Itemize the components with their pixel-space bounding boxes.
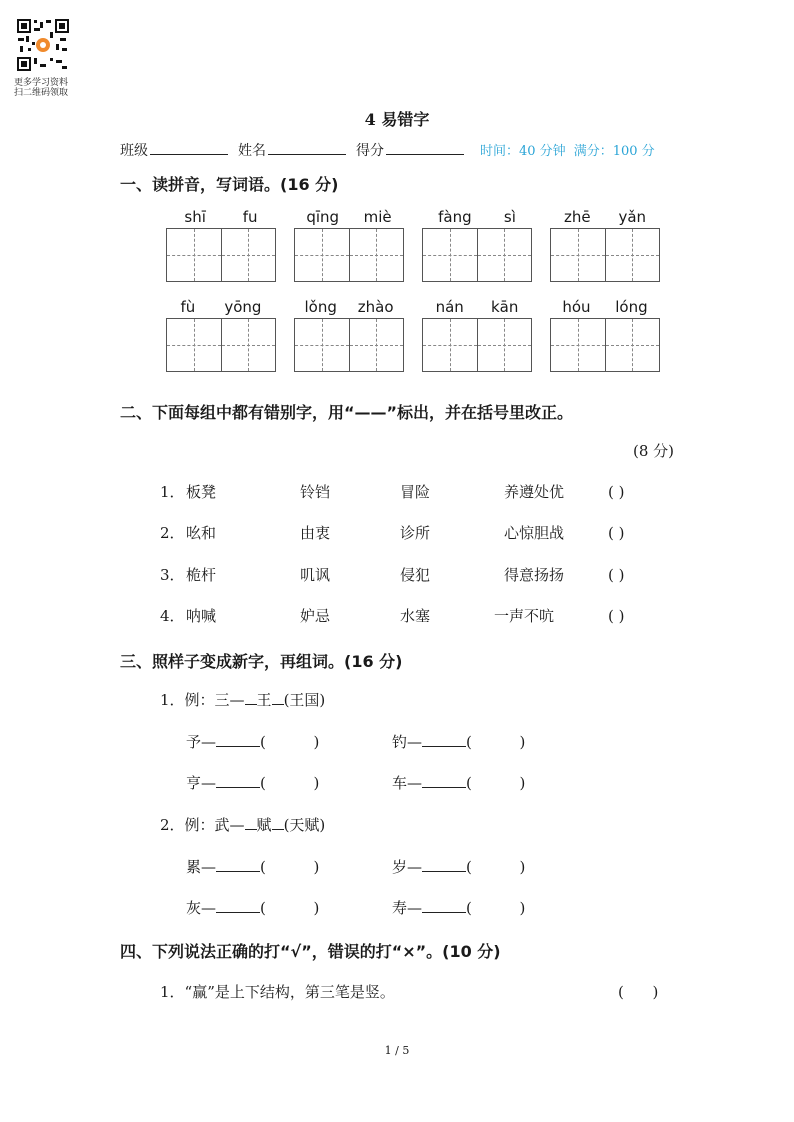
example-answer: 赋 xyxy=(256,816,272,834)
fill-item xyxy=(392,771,525,795)
word: 桅杆 xyxy=(186,566,217,584)
word: 板凳 xyxy=(186,483,217,501)
pinyin-label: shī xyxy=(184,208,206,226)
pinyin-label: sì xyxy=(503,208,516,226)
writing-grid[interactable] xyxy=(166,318,276,372)
answer-parentheses[interactable]: ( ) xyxy=(466,733,526,751)
pinyin-label: fàng xyxy=(438,208,472,226)
qr-code xyxy=(16,18,70,72)
writing-grid[interactable] xyxy=(294,228,404,282)
item-char: 寿— xyxy=(392,899,423,917)
qr-caption-line-1: 更多学习资料 xyxy=(14,78,69,88)
pinyin-label: zhào xyxy=(357,298,394,316)
item-char: 累— xyxy=(186,858,217,876)
time-limit: 时间：40 分钟 xyxy=(480,144,566,159)
underline xyxy=(245,813,257,830)
answer-blank[interactable] xyxy=(216,771,260,788)
score-blank[interactable] xyxy=(386,140,464,155)
item-char: 钓— xyxy=(392,733,423,751)
word: 诊所 xyxy=(400,524,431,542)
writing-grid[interactable] xyxy=(550,318,660,372)
student-info-line xyxy=(120,140,655,160)
answer-blank[interactable] xyxy=(422,771,466,788)
pinyin-group xyxy=(166,206,276,282)
fill-item xyxy=(186,730,319,754)
fill-item xyxy=(392,896,525,920)
fill-item xyxy=(392,730,525,754)
section-3-heading: 三、照样子变成新字，再组词。(16 分) xyxy=(120,652,403,671)
writing-grid[interactable] xyxy=(550,228,660,282)
example-tail: (天赋) xyxy=(283,816,326,834)
qr-caption-line-2: 扫二维码领取 xyxy=(14,88,69,98)
answer-parentheses[interactable]: ( ) xyxy=(260,733,320,751)
word: 叽讽 xyxy=(300,566,331,584)
answer-parentheses[interactable]: ( ) xyxy=(466,899,526,917)
page-number: 1 / 5 xyxy=(384,1044,410,1057)
example-prefix: 1．例：三— xyxy=(160,691,245,709)
statement-1: 1．“赢”是上下结构，第三笔是竖。 xyxy=(160,983,395,1001)
row-number: 1． xyxy=(160,483,185,501)
fill-item xyxy=(186,855,319,879)
page-title: 4 易错字 xyxy=(364,110,430,129)
class-blank[interactable] xyxy=(150,140,228,155)
class-label: 班级 xyxy=(120,143,148,159)
answer-parentheses[interactable]: ( ) xyxy=(466,858,526,876)
pinyin-label: zhē xyxy=(563,208,591,226)
example-1 xyxy=(160,688,325,712)
full-score: 满分：100 分 xyxy=(573,144,655,159)
pinyin-label: qīng xyxy=(306,208,340,226)
item-char: 予— xyxy=(186,733,217,751)
answer-parentheses[interactable]: ( ) xyxy=(260,858,320,876)
pinyin-group xyxy=(422,296,532,372)
word: 冒险 xyxy=(400,483,431,501)
answer-parentheses[interactable]: ( ) xyxy=(608,607,625,625)
item-char: 亨— xyxy=(186,774,217,792)
pinyin-label: hóu xyxy=(562,298,591,316)
item-char: 灰— xyxy=(186,899,217,917)
example-2 xyxy=(160,813,325,837)
section-2-heading: 二、下面每组中都有错别字，用“——”标出，并在括号里改正。 xyxy=(120,403,574,422)
underline xyxy=(245,688,257,705)
word: 侵犯 xyxy=(400,566,431,584)
writing-grid[interactable] xyxy=(422,228,532,282)
item-char: 车— xyxy=(392,774,423,792)
pinyin-label: yōng xyxy=(224,298,262,316)
word: 妒忌 xyxy=(300,607,331,625)
pinyin-label: fù xyxy=(180,298,196,316)
answer-parentheses[interactable]: ( ) xyxy=(608,524,625,542)
answer-parentheses[interactable]: ( ) xyxy=(260,774,320,792)
pinyin-group xyxy=(294,206,404,282)
row-number: 4． xyxy=(160,607,185,625)
underline xyxy=(272,688,284,705)
example-answer: 王 xyxy=(256,691,272,709)
answer-blank[interactable] xyxy=(216,896,260,913)
pinyin-label: yǎn xyxy=(618,208,647,226)
underline xyxy=(272,813,284,830)
section-4-heading: 四、下列说法正确的打“√”，错误的打“×”。(10 分) xyxy=(120,942,501,961)
answer-parentheses[interactable]: ( ) xyxy=(608,566,625,584)
name-blank[interactable] xyxy=(268,140,346,155)
pinyin-group xyxy=(550,206,660,282)
fill-item xyxy=(186,896,319,920)
pinyin-label: miè xyxy=(363,208,392,226)
word-row xyxy=(160,563,680,587)
word-row xyxy=(160,604,680,628)
word: 呐喊 xyxy=(186,607,217,625)
answer-blank[interactable] xyxy=(216,855,260,872)
writing-grid[interactable] xyxy=(166,228,276,282)
word: 水塞 xyxy=(400,607,431,625)
word: 心惊胆战 xyxy=(504,524,565,542)
pinyin-group xyxy=(294,296,404,372)
pinyin-group xyxy=(166,296,276,372)
pinyin-label: lóng xyxy=(615,298,648,316)
word: 养遵处优 xyxy=(504,483,565,501)
section-2-score: (8 分) xyxy=(632,442,674,460)
writing-grid[interactable] xyxy=(422,318,532,372)
pinyin-label: fu xyxy=(242,208,258,226)
pinyin-label: lǒng xyxy=(304,298,337,316)
pinyin-label: kān xyxy=(491,298,519,316)
row-number: 2． xyxy=(160,524,185,542)
score-label: 得分 xyxy=(356,143,384,159)
word: 一声不吭 xyxy=(494,607,555,625)
pinyin-label: nán xyxy=(435,298,464,316)
answer-parentheses[interactable]: ( ) xyxy=(608,483,625,501)
writing-grid[interactable] xyxy=(294,318,404,372)
pinyin-group xyxy=(550,296,660,372)
item-char: 岁— xyxy=(392,858,423,876)
answer-parentheses[interactable]: ( ) xyxy=(466,774,526,792)
word-row xyxy=(160,521,680,545)
fill-item xyxy=(392,855,525,879)
example-tail: (王国) xyxy=(283,691,326,709)
answer-parentheses[interactable]: ( ) xyxy=(260,899,320,917)
name-label: 姓名 xyxy=(238,143,266,159)
row-number: 3． xyxy=(160,566,185,584)
answer-blank[interactable] xyxy=(422,896,466,913)
answer-blank[interactable] xyxy=(422,730,466,747)
word: 吆和 xyxy=(186,524,217,542)
word: 由衷 xyxy=(300,524,331,542)
qr-caption xyxy=(14,78,84,98)
answer-blank[interactable] xyxy=(216,730,260,747)
example-prefix: 2．例：武— xyxy=(160,816,245,834)
section-1-heading: 一、读拼音，写词语。(16 分) xyxy=(120,175,339,194)
pinyin-group xyxy=(422,206,532,282)
fill-item xyxy=(186,771,319,795)
word: 铃铛 xyxy=(300,483,331,501)
answer-blank[interactable] xyxy=(422,855,466,872)
answer-parentheses[interactable]: ( ) xyxy=(618,983,659,1001)
word-row xyxy=(160,480,680,504)
word: 得意扬扬 xyxy=(504,566,565,584)
